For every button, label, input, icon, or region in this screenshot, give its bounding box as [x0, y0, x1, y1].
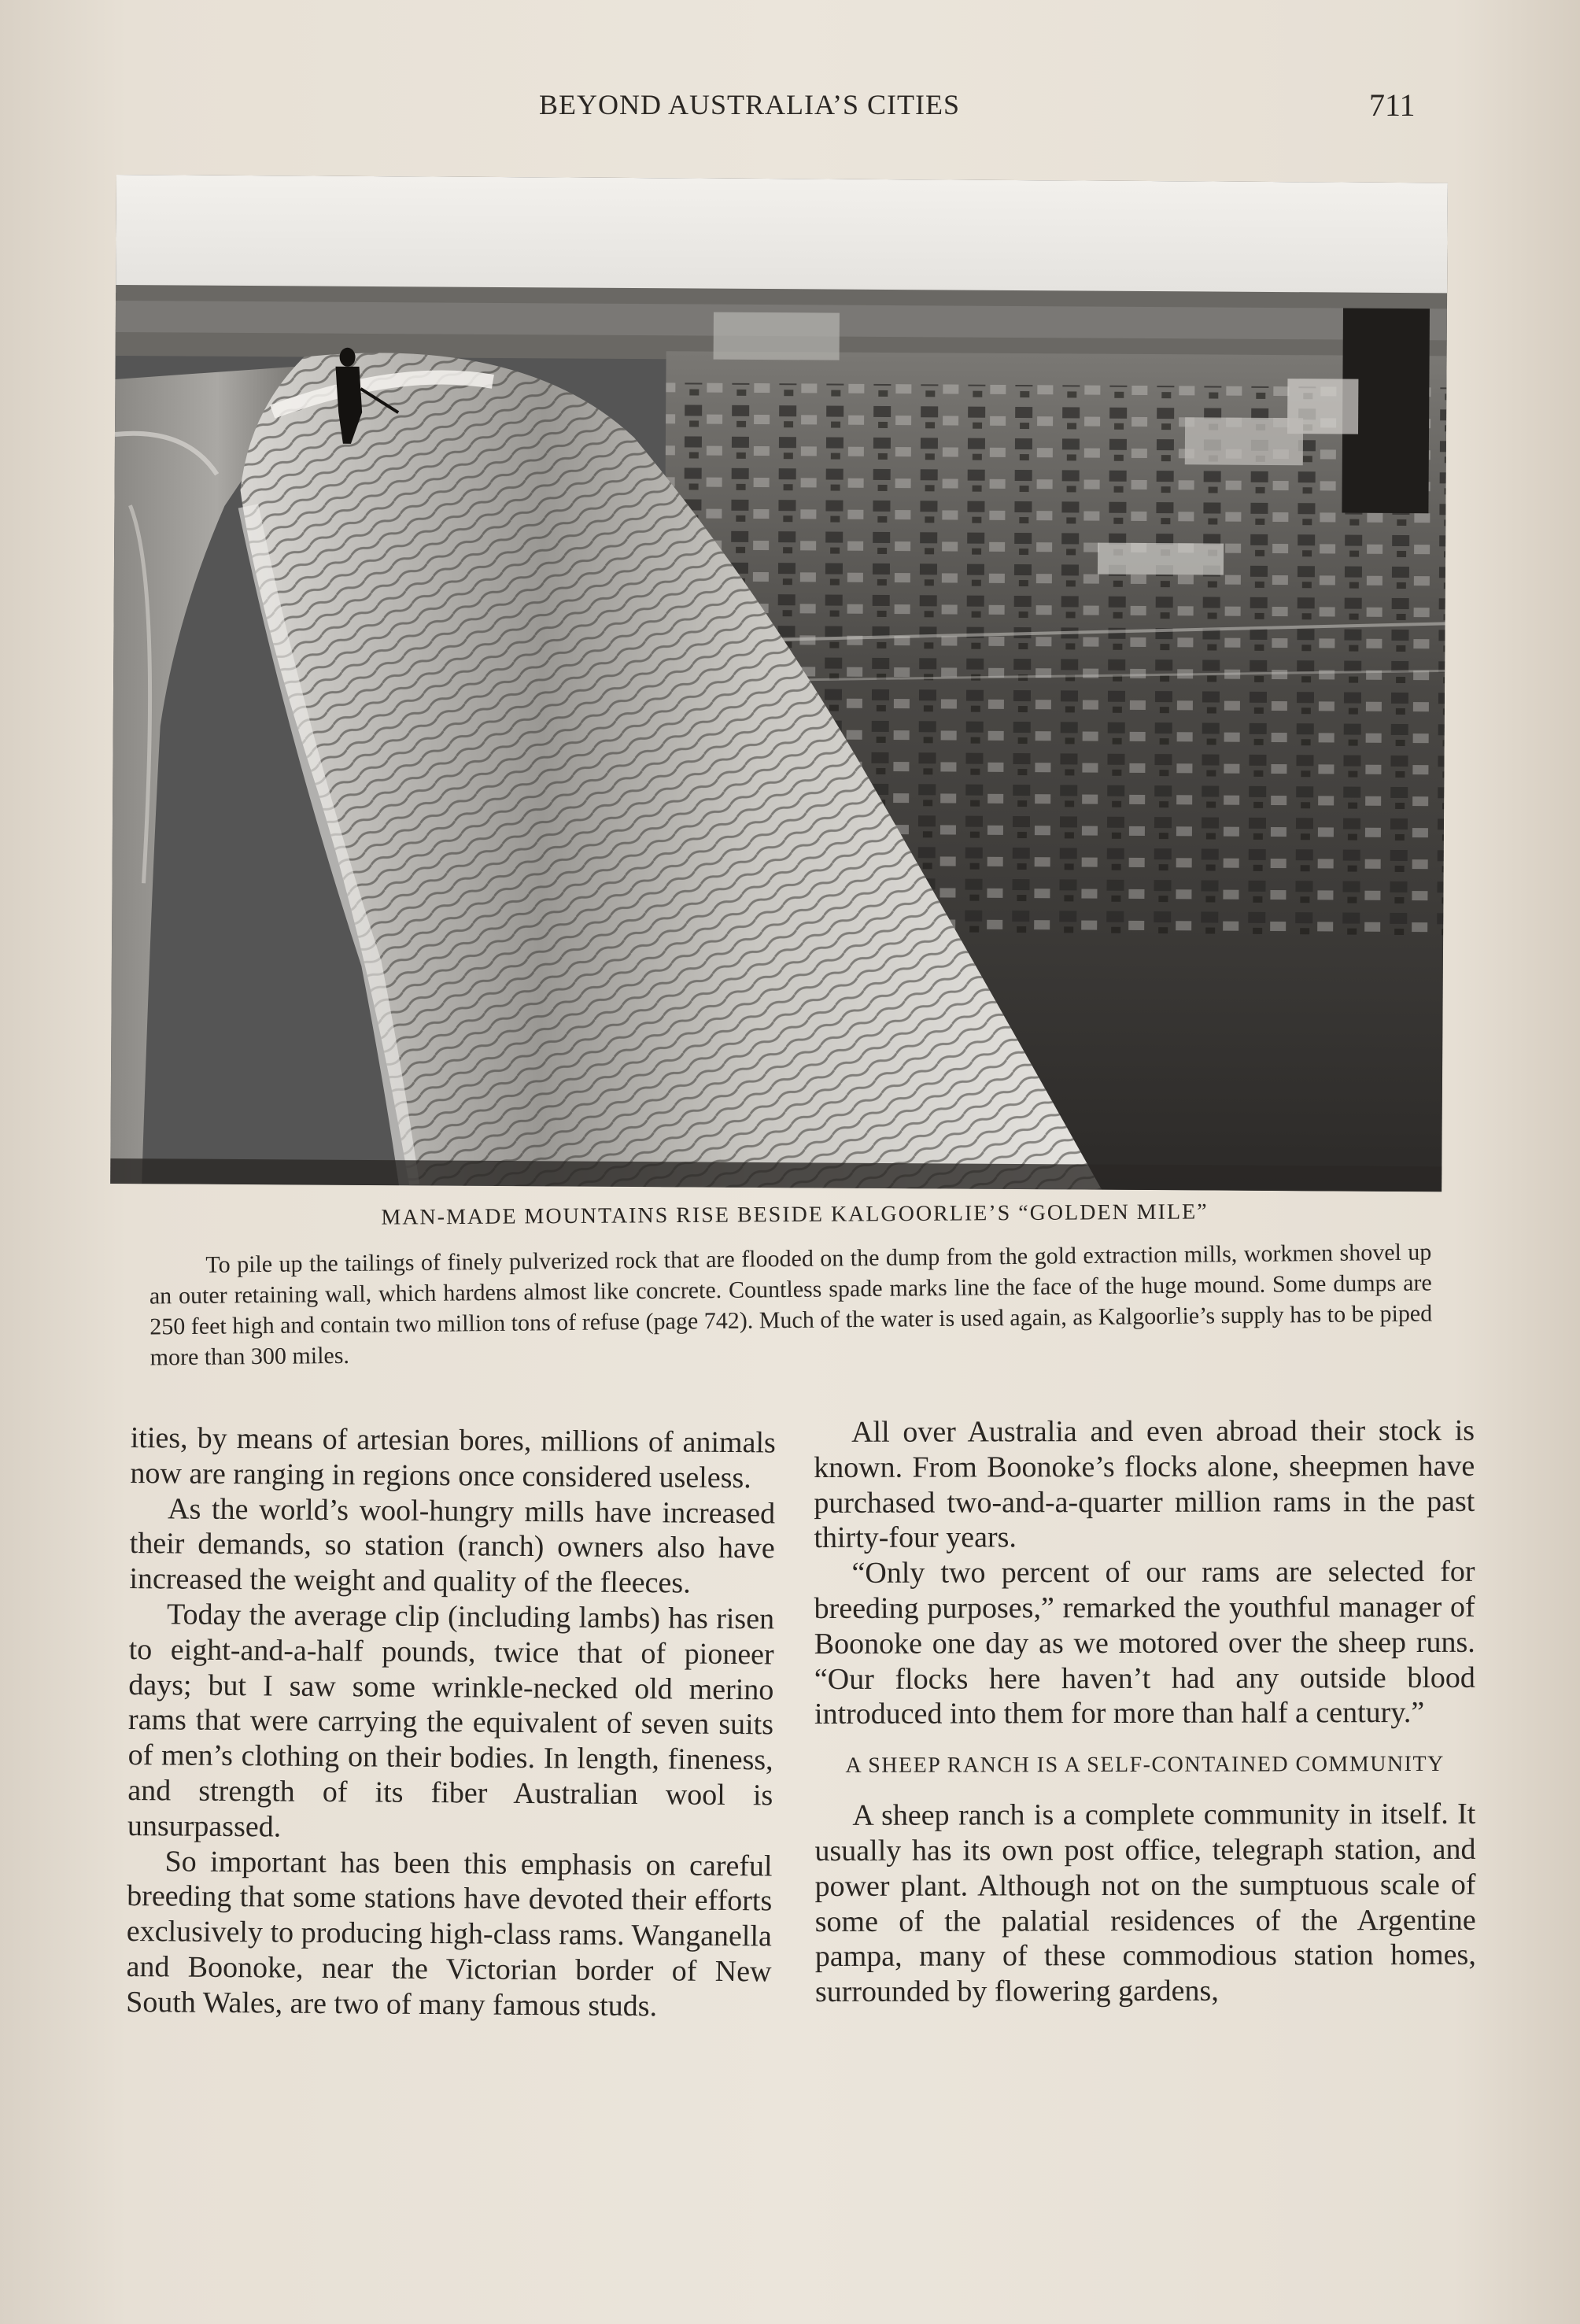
page-number: 711 — [1369, 87, 1416, 123]
paragraph: A sheep ranch is a complete community in itself. It usually has its own post office, telegraph station, and power plant. Although not on the sumptuous scale of some of the palatial residences of the Argentine pampa, many of these commodious station homes, surrounded by flowering gardens, — [814, 1797, 1476, 2009]
paragraph: As the world’s wool-hungry mills have increased their demands, so station (ranch) owners also have increased the weight and quality of the fleeces. — [129, 1491, 776, 1600]
left-column — [126, 1421, 776, 2025]
right-column — [814, 1413, 1476, 2010]
section-subhead: A SHEEP RANCH IS A SELF-CONTAINED COMMUNITY — [845, 1752, 1445, 1779]
caption-title: MAN-MADE MOUNTAINS RISE BESIDE KALGOORLIE’S “GOLDEN MILE” — [381, 1199, 1209, 1230]
tailings-dump-photo — [110, 175, 1448, 1192]
paragraph: ities, by means of artesian bores, millions of animals now are ranging in regions once considered useless. — [130, 1421, 776, 1495]
paragraph: “Only two percent of our rams are selected for breeding purposes,” remarked the youthful manager of Boonoke one day as we motored over the sheep runs. “Our flocks here haven’t had any outside blood introduced into them for more than half a century.” — [814, 1554, 1475, 1731]
running-head: BEYOND AUSTRALIA’S CITIES — [539, 89, 961, 120]
paragraph: All over Australia and even abroad their stock is known. From Boonoke’s flocks alone, sheepmen have purchased two-and-a-quarter million rams in the past thirty-four years. — [814, 1413, 1475, 1555]
paragraph: So important has been this emphasis on careful breeding that some stations have devoted their efforts exclusively to producing high-class rams. Wanganella and Boonoke, near the Victorian border of New South Wales, are two of many famous studs. — [126, 1844, 773, 2023]
paragraph: Today the average clip (including lambs) has risen to eight-and-a-half pounds, twice that of pioneer days; but I saw some wrinkle-necked old merino rams that were carrying the equivalent of seven suits of men’s clothing on their bodies. In length, fineness, and strength of its fiber Australian wool is unsurpassed. — [127, 1598, 775, 1844]
caption-body: To pile up the tailings of finely pulverized rock that are flooded on the dump from the gold extraction mills, workmen shovel up an outer retaining wall, which hardens almost like concrete. Countless spade marks line the face of the huge mound. Some dumps are 250 feet high and contain two million tons of refuse (page 742). Much of the water is used again, as Kalgoorlie’s supply has to be piped more than 300 miles. — [149, 1239, 1433, 1371]
